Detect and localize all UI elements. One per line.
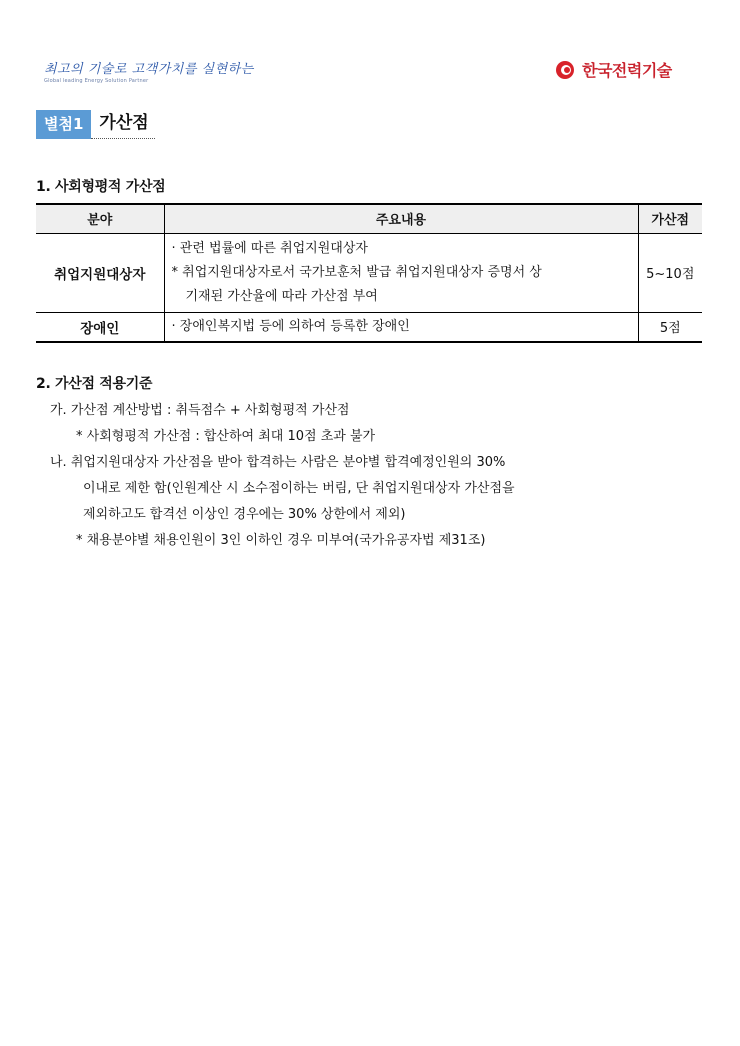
- table-header-row: [36, 204, 702, 233]
- bonus-points-table: [36, 203, 702, 343]
- content-line: * 취업지원대상자로서 국가보훈처 발급 취업지원대상자 증명서 상: [171, 264, 542, 280]
- attachment-heading: [36, 110, 155, 139]
- content-line: 기재된 가산율에 따라 가산점 부여: [185, 288, 378, 304]
- criteria-note: * 채용분야별 채용인원이 3인 이하인 경우 미부여(국가유공자법 제31조): [76, 533, 486, 548]
- table-row: [36, 312, 702, 342]
- section1-title: 1. 사회형평적 가산점: [36, 179, 166, 195]
- kepco-logo-icon: [556, 59, 578, 81]
- row-points: 5~10점: [638, 233, 702, 312]
- section2-title: 2. 가산점 적용기준: [36, 376, 153, 392]
- criteria-note: * 사회형평적 가산점 : 합산하여 최대 10점 초과 불가: [76, 429, 376, 444]
- header-points: 가산점: [638, 204, 702, 233]
- content-line: · 관련 법률에 따른 취업지원대상자: [171, 240, 368, 256]
- slogan-subtext: Global leading Energy Solution Partner: [44, 78, 149, 84]
- attachment-title: 가산점: [91, 110, 154, 139]
- company-name: 한국전력기술: [582, 61, 672, 80]
- row-category: 장애인: [36, 312, 164, 342]
- company-logo: [556, 58, 672, 81]
- header-content: 주요내용: [164, 204, 638, 233]
- header-category: 분야: [36, 204, 164, 233]
- page-header: [0, 0, 740, 100]
- row-content: [164, 233, 638, 312]
- row-content: [164, 312, 638, 342]
- slogan: [44, 58, 254, 84]
- row-category: 취업지원대상자: [36, 233, 164, 312]
- content-line: · 장애인복지법 등에 의하여 등록한 장애인: [171, 318, 410, 334]
- criteria-continuation: 이내로 제한 함(인원계산 시 소수점이하는 버림, 단 취업지원대상자 가산점을: [83, 481, 515, 496]
- attachment-badge: 별첨1: [36, 110, 91, 139]
- table-row: [36, 233, 702, 312]
- slogan-text: 최고의 기술로 고객가치를 실현하는: [44, 62, 254, 77]
- criteria-list: [50, 398, 515, 554]
- row-points: 5점: [638, 312, 702, 342]
- criteria-item: 나. 취업지원대상자 가산점을 받아 합격하는 사람은 분야별 합격예정인원의 30%: [50, 455, 506, 470]
- criteria-continuation: 제외하고도 합격선 이상인 경우에는 30% 상한에서 제외): [83, 507, 406, 522]
- criteria-item: 가. 가산점 계산방법 : 취득점수 + 사회형평적 가산점: [50, 403, 350, 418]
